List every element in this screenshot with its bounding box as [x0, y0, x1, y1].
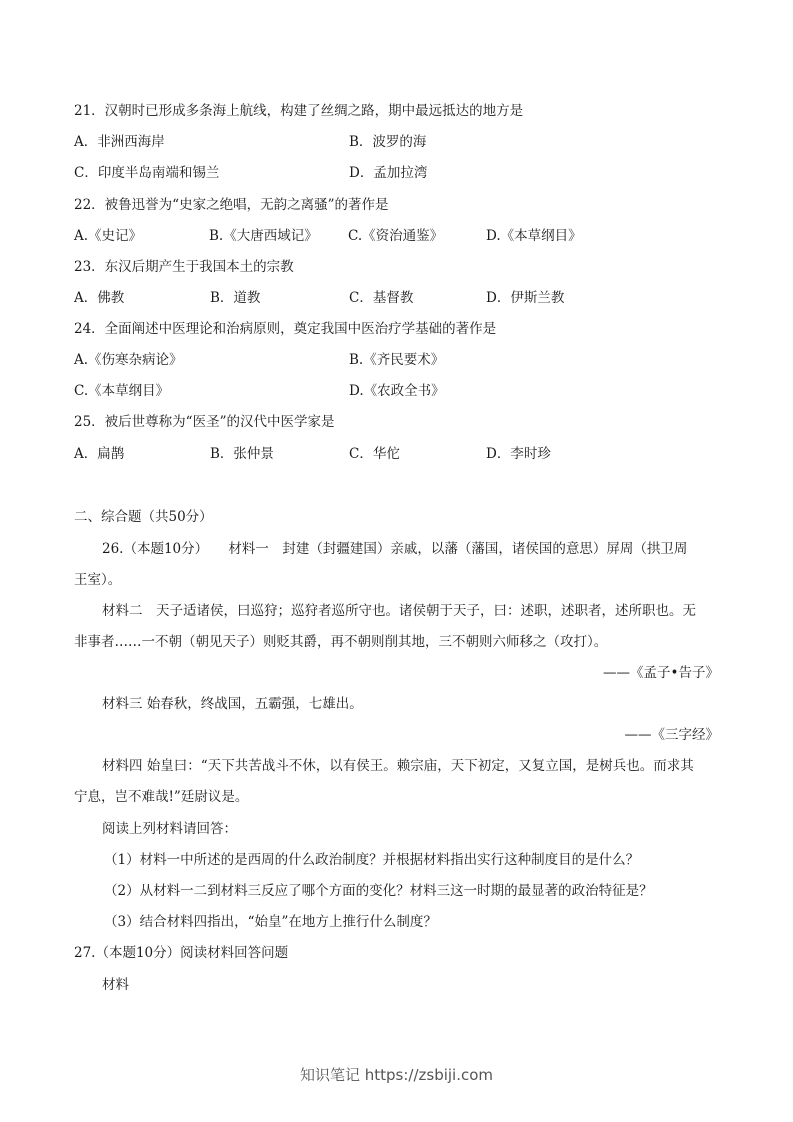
q26-material-3-source: ——《三字经》: [624, 727, 719, 743]
option-a: A.《伤寒杂病论》: [74, 352, 183, 368]
question-25-stem: 25．被后世尊称为“医圣”的汉代中医学家是: [74, 414, 335, 430]
option-b: B.《齐民要术》: [349, 352, 445, 368]
q26-sub-question-3: （3）结合材料四指出，“始皇”在地方上推行什么制度？: [104, 914, 437, 930]
option-c: C．基督教: [349, 290, 414, 306]
option-c: C.《资治通鉴》: [348, 228, 444, 244]
q27-material-label: 材料: [102, 977, 129, 993]
option-b: B．道教: [210, 290, 261, 306]
q26-material-3: 材料三 始春秋，终战国，五霸强，七雄出。: [102, 696, 363, 712]
option-c: C．印度半岛南端和锡兰: [74, 165, 220, 181]
footer-watermark: 知识笔记 https://zsbiji.com: [299, 1066, 494, 1084]
option-d: D．伊斯兰教: [486, 290, 565, 306]
option-d: D．孟加拉湾: [349, 165, 428, 181]
option-a: A．扁鹊: [74, 446, 125, 462]
q26-sub-question-2: （2）从材料一二到材料三反应了哪个方面的变化？材料三这一时期的最显著的政治特征是？: [104, 883, 653, 899]
q26-material-4-line-2: 宁息，岂不难哉!”廷尉议是。: [74, 789, 249, 805]
option-b: B.《大唐西域记》: [209, 228, 318, 244]
q26-material-1-line-1: 26.（本题10分） 材料一 封建（封疆建国）亲戚，以藩（藩国，诸侯国的意思）屏周（拱卫周: [102, 541, 688, 557]
question-22-stem: 22．被鲁迅誉为“史家之绝唱，无韵之离骚”的著作是: [74, 197, 389, 213]
option-b: B．张仲景: [210, 446, 274, 462]
q27-title: 27.（本题10分）阅读材料回答问题: [74, 945, 289, 961]
question-21-stem: 21．汉朝时已形成多条海上航线，构建了丝绸之路，期中最远抵达的地方是: [74, 103, 524, 119]
option-a: A．佛教: [74, 290, 125, 306]
option-d: D.《农政全书》: [349, 383, 445, 399]
option-a: A.《史记》: [74, 228, 143, 244]
q26-material-2-line-1: 材料二 天子适诸侯，曰巡狩；巡狩者巡所守也。诸侯朝于天子，曰：述职，述职者，述所职也。无: [102, 603, 696, 619]
option-b: B．波罗的海: [349, 134, 427, 150]
option-c: C．华佗: [349, 446, 400, 462]
question-23-stem: 23．东汉后期产生于我国本土的宗教: [74, 259, 294, 275]
section-2-heading: 二、综合题（共50分）: [74, 509, 213, 525]
option-c: C.《本草纲目》: [74, 383, 170, 399]
option-d: D．李时珍: [486, 446, 551, 462]
q26-material-1-line-2: 王室）。: [74, 572, 122, 588]
option-d: D.《本草纲目》: [486, 228, 582, 244]
question-24-stem: 24．全面阐述中医理论和治病原则，奠定我国中医治疗学基础的著作是: [74, 321, 497, 337]
q26-prompt: 阅读上列材料请回答：: [102, 821, 237, 837]
q26-sub-question-1: （1）材料一中所述的是西周的什么政治制度？并根据材料指出实行这种制度目的是什么？: [104, 852, 640, 868]
q26-material-2-line-2: 非事者……一不朝（朝见天子）则贬其爵，再不朝则削其地，三不朝则六师移之（攻打）。: [74, 634, 608, 650]
option-a: A．非洲西海岸: [74, 134, 165, 150]
q26-material-4-line-1: 材料四 始皇曰：“天下共苦战斗不休，以有侯王。赖宗庙，天下初定，又复立国，是树兵也。而求其: [102, 758, 694, 774]
q26-material-2-source: ——《孟子•告子》: [603, 665, 719, 681]
